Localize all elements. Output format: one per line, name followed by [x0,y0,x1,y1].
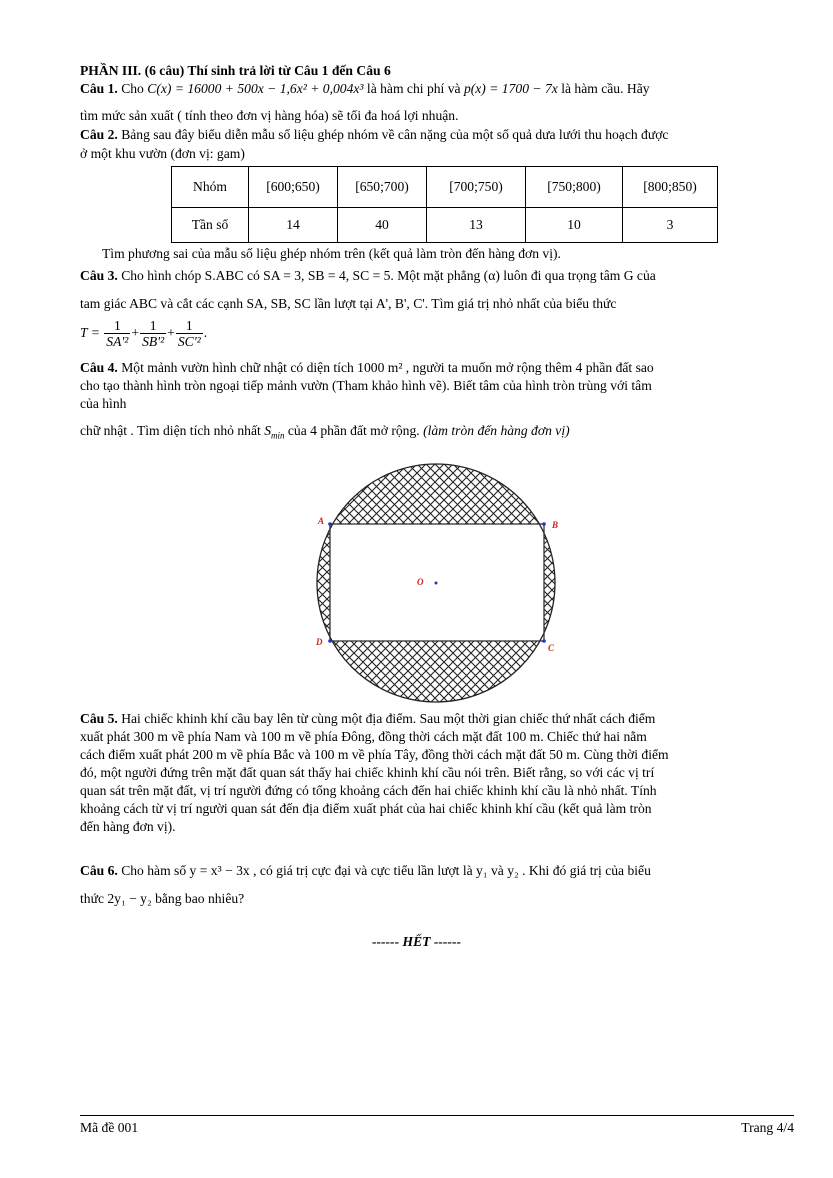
question-3-line-1: Câu 3. Cho hình chóp S.ABC có SA = 3, SB = 4, SC = 5. Một mặt phẳng (α) luôn đi qua trọng tâm G của [80,268,656,283]
question-2-label: Câu 2. [80,127,118,142]
question-5-label: Câu 5. [80,711,118,726]
table-cell-group: [700;750) [427,167,526,208]
question-4-line-1: Câu 4. Một mảnh vườn hình chữ nhật có diện tích 1000 m² , người ta muốn mở rộng thêm 4 phần đất sao [80,360,654,375]
center-point [435,582,438,585]
footer-exam-code: Mã đề 001 [80,1120,139,1135]
table-row-frequencies [172,208,718,243]
question-2-line-1: Câu 2. Bảng sau đây biểu diễn mẫu số liệu ghép nhóm về cân nặng của một số quả dưa lưới thu hoạch được [80,127,669,142]
fraction: $\frac{1}{\text{SC'²}}$ [177,318,201,350]
table-cell-frequency: 14 [249,208,338,243]
table-row-groups [172,167,718,208]
table-cell-group: [750;800) [526,167,623,208]
table-cell-group: [600;650) [249,167,338,208]
question-5-line-1: Câu 5. Hai chiếc khinh khí cầu bay lên từ cùng một địa điểm. Sau một thời gian chiếc thứ nhất cách điểm [80,711,656,726]
fraction: $\frac{1}{\text{SA'²}}$ [106,318,129,350]
table-cell-group: [650;700) [338,167,427,208]
section-heading: PHẦN III. (6 câu) Thí sinh trả lời từ Câu 1 đến Câu 6 [80,63,391,78]
question-3-line-2: tam giác ABC và cắt các cạnh SA, SB, SC lần lượt tại A', B', C'. Tìm giá trị nhỏ nhất của biểu thức [80,296,617,311]
label-c: C [548,643,555,653]
frequency-table [171,166,718,243]
question-3-label: Câu 3. [80,268,118,283]
question-4-line-3: của hình [80,396,127,411]
label-b: B [552,520,559,530]
label-a: A [318,516,325,526]
circle-rectangle-figure [300,455,580,715]
table-cell-frequency: 13 [427,208,526,243]
question-3-formula: T = $\frac{1}{\text{SA'²}}$ + $\frac{1}{\text{SB'²}}$ + $\frac{1}{\text{SC'²}}$ . [80,318,208,350]
question-4-line-4: chữ nhật . Tìm diện tích nhỏ nhất $S_{min}$ của 4 phần đất mở rộng. (làm tròn đến hàng đơn vị) [80,423,570,441]
question-2-line-2: ở một khu vườn (đơn vị: gam) [80,146,245,161]
table-header-frequency: Tần số [172,208,249,243]
question-1-line-2: tìm mức sản xuất ( tính theo đơn vị hàng hóa) sẽ tối đa hoá lợi nhuận. [80,108,459,123]
question-5-line-5: quan sát trên mặt đất, vị trí người đứng có tổng khoảng cách đến hai chiếc khinh khí cầu là nhỏ nhất. Tính [80,783,657,798]
label-o: O [417,577,424,587]
table-header-group: Nhóm [172,167,249,208]
fraction: $\frac{1}{\text{SB'²}}$ [142,318,165,350]
question-5-line-4: đó, một người đứng trên mặt đất quan sát thấy hai chiếc khinh khí cầu nói trên. Biết rằng, so với các vị trí [80,765,655,780]
question-5-line-7: đến hàng đơn vị). [80,819,176,834]
question-4-line-2: cho tạo thành hình tròn ngoại tiếp mảnh vườn (Tham khảo hình vẽ). Biết tâm của hình tròn trùng với tâm [80,378,652,393]
table-cell-frequency: 3 [623,208,718,243]
cost-function: C(x) = 16000 + 500x − 1,6x² + 0,004x³ [147,81,364,96]
question-5-line-6: khoảng cách từ vị trí người quan sát đến địa điểm xuất phát của hai chiếc khinh khí cầu (kết quả làm tròn [80,801,652,816]
table-cell-frequency: 40 [338,208,427,243]
question-5-line-2: xuất phát 300 m về phía Nam và 100 m về phía Đông, đồng thời cách mặt đất 100 m. Chiếc thứ hai nằm [80,729,647,744]
question-4-label: Câu 4. [80,360,118,375]
question-1-label: Câu 1. [80,81,118,96]
table-cell-group: [800;850) [623,167,718,208]
question-2-task: Tìm phương sai của mẫu số liệu ghép nhóm trên (kết quả làm tròn đến hàng đơn vị). [102,246,561,261]
question-1-line-1: Câu 1. Cho C(x) = 16000 + 500x − 1,6x² + 0,004x³ là hàm chi phí và p(x) = 1700 − 7x là hàm cầu. Hãy [80,81,650,96]
question-6-line-2: thức 2y₁ − y₂ bằng bao nhiêu? [80,891,245,906]
question-5-line-3: cách điểm xuất phát 200 m về phía Bắc và 100 m về phía Tây, đồng thời cách mặt đất 50 m. Cùng thời điểm [80,747,669,762]
hatched-regions [300,455,580,715]
question-6-line-1: Câu 6. Cho hàm số y = x³ − 3x , có giá trị cực đại và cực tiểu lần lượt là y₁ và y₂ . Khi đó giá trị của biểu [80,863,651,878]
demand-function: p(x) = 1700 − 7x [463,81,558,96]
table-cell-frequency: 10 [526,208,623,243]
s-min: $S_{min}$ [264,423,285,441]
question-6-label: Câu 6. [80,863,118,878]
footer-divider [80,1115,794,1116]
end-mark: ------ HẾT ------ [371,934,462,949]
label-d: D [316,637,323,647]
footer-page-number: Trang 4/4 [741,1120,794,1135]
